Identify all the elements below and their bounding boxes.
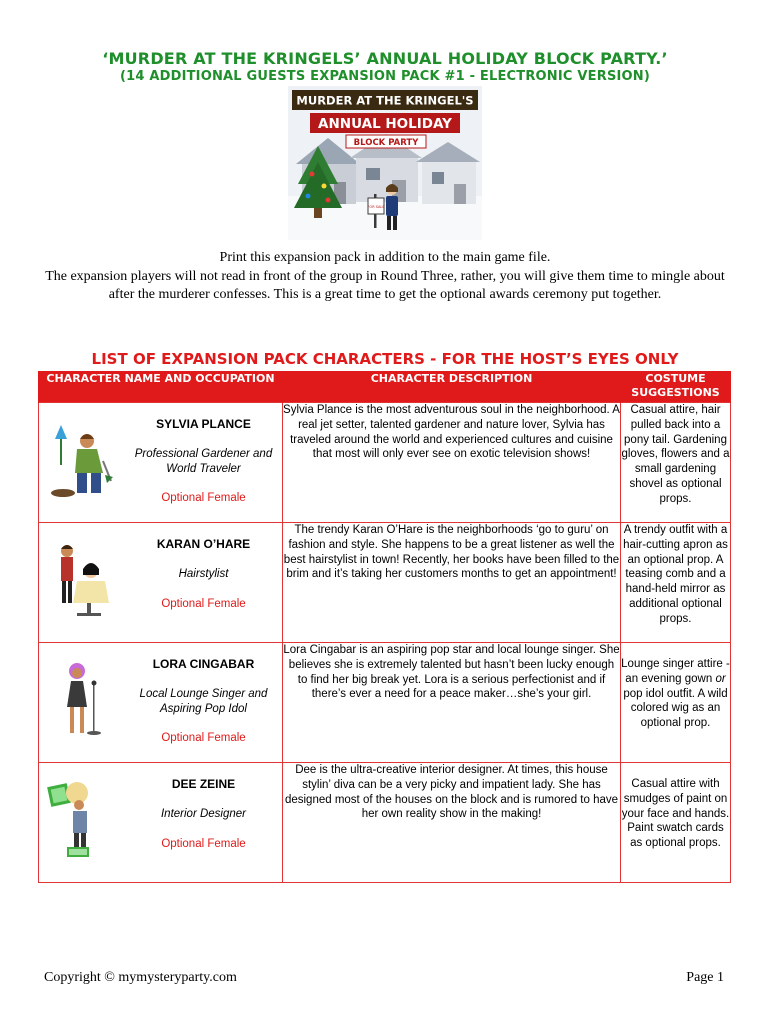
page-number: Page 1 (686, 970, 724, 985)
character-gender: Optional Female (161, 732, 246, 745)
banner-sign-text: FOR SALE (367, 205, 385, 209)
name-cell (39, 763, 283, 883)
characters-heading: LIST OF EXPANSION PACK CHARACTERS - FOR THE HOST’S EYES ONLY (91, 350, 679, 368)
singer-figure-icon (47, 661, 117, 741)
costume-cell: Casual attire with smudges of paint on your face and hands. Paint swatch cards as optional props. (621, 763, 731, 883)
header-costume: COSTUME SUGGESTIONS (621, 371, 731, 403)
costume-text-emphasis: or (715, 672, 726, 685)
gardener-figure-icon (47, 421, 117, 501)
costume-text-part: Lounge singer attire - an evening gown (621, 658, 730, 685)
costume-cell (621, 643, 731, 763)
table-row (39, 643, 731, 763)
character-occupation: Interior Designer (160, 807, 246, 820)
costume-cell: A trendy outfit with a hair-cutting apron as an optional prop. A teasing comb and a hand-held mirror as additional optional props. (621, 523, 731, 643)
table-row (39, 523, 731, 643)
header-description: CHARACTER DESCRIPTION (283, 371, 621, 403)
character-name: DEE ZEINE (171, 777, 236, 791)
document-subtitle: (14 ADDITIONAL GUESTS EXPANSION PACK #1 - ELECTRONIC VERSION) (119, 69, 651, 84)
hairstylist-figure-icon (47, 541, 117, 621)
character-occupation: Local Lounge Singer and Aspiring Pop Idol (139, 687, 268, 715)
character-gender: Optional Female (161, 597, 246, 610)
costume-cell: Casual attire, hair pulled back into a pony tail. Gardening gloves, flowers and a small gardening shovel as optional props. (621, 403, 731, 523)
characters-table (38, 371, 731, 883)
name-cell (39, 643, 283, 763)
character-name: KARAN O’HARE (156, 537, 251, 551)
description-cell: Lora Cingabar is an aspiring pop star and local lounge singer. She believes she is extremely talented but hasn’t been lucky enough to find her big break yet. Lora is a serious perfectionist and if there’s ever a need for a peace maker…she’s your girl. (283, 643, 621, 763)
party-banner-image (288, 86, 482, 240)
banner-line1: MURDER AT THE KRINGEL'S (296, 93, 474, 108)
name-cell (39, 523, 283, 643)
description-cell: Dee is the ultra-creative interior designer. At times, this house stylin’ diva can be a very picky and impatient lady. She has designed most of the houses on the block and is rumored to have her own reality show in the making! (283, 763, 621, 883)
designer-figure-icon (47, 781, 117, 861)
table-row (39, 403, 731, 523)
header-name-occupation: CHARACTER NAME AND OCCUPATION (39, 371, 283, 403)
banner-line3: BLOCK PARTY (353, 138, 419, 148)
character-name: LORA CINGABAR (152, 657, 255, 671)
table-header-row (39, 371, 731, 403)
copyright-text: Copyright © mymysteryparty.com (44, 970, 237, 985)
banner-line2: ANNUAL HOLIDAY (318, 116, 452, 132)
name-cell (39, 403, 283, 523)
description-cell: Sylvia Plance is the most adventurous soul in the neighborhood. A real jet setter, talented gardener and nature lover, Sylvia has traveled around the world and experienced cultures and cuisine that most will only ever see on exotic television shows! (283, 403, 621, 523)
character-name: SYLVIA PLANCE (156, 417, 251, 431)
intro-line-1: Print this expansion pack in addition to the main game file. (219, 250, 551, 265)
character-occupation: Hairstylist (178, 567, 229, 580)
intro-text (40, 249, 730, 305)
character-occupation: Professional Gardener and World Traveler (134, 447, 273, 475)
document-title: ‘MURDER AT THE KRINGELS’ ANNUAL HOLIDAY BLOCK PARTY.’ (102, 49, 668, 68)
description-cell: The trendy Karan O’Hare is the neighborhoods ‘go to guru’ on fashion and style. She happens to be a great listener as well the best hairstylist in town! Recently, her books have been filled to the brim and it’s taking her customers months to get an appointment! (283, 523, 621, 643)
costume-text-part: pop idol outfit. A wild colored wig as an optional prop. (623, 687, 728, 730)
table-row (39, 763, 731, 883)
intro-line-2: The expansion players will not read in front of the group in Round Three, rather, you will give them time to mingle about after the murderer confesses. This is a great time to get the optional awards ceremony put together. (45, 268, 725, 302)
character-gender: Optional Female (161, 492, 246, 505)
character-gender: Optional Female (161, 837, 246, 850)
